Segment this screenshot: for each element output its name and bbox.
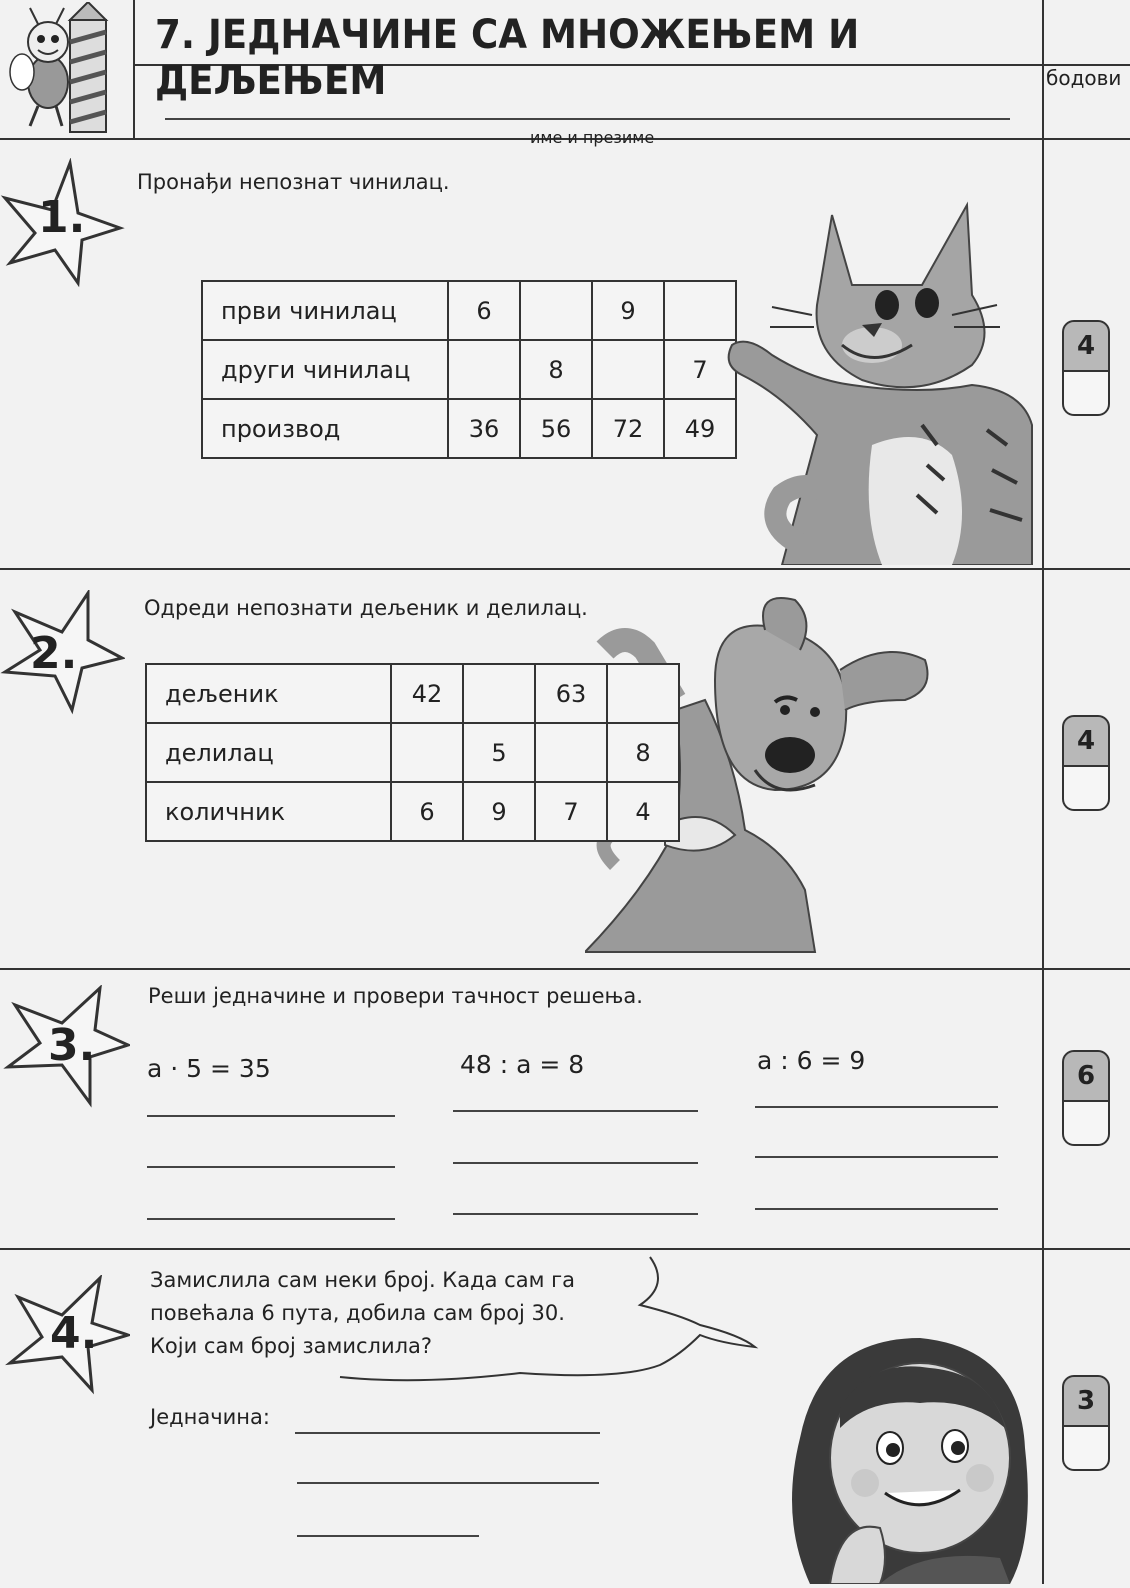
answer-line[interactable] bbox=[295, 1432, 600, 1434]
table-row bbox=[146, 664, 679, 723]
row-label: други чинилац bbox=[202, 340, 448, 399]
answer-line[interactable] bbox=[453, 1110, 698, 1112]
points-column-label: бодови bbox=[1046, 66, 1122, 90]
row-label: делилац bbox=[146, 723, 391, 782]
answer-line[interactable] bbox=[453, 1213, 698, 1215]
task-2-earned-points-field[interactable] bbox=[1062, 767, 1110, 811]
table-cell[interactable] bbox=[535, 723, 607, 782]
table-cell[interactable] bbox=[448, 340, 520, 399]
answer-line[interactable] bbox=[147, 1166, 395, 1168]
girl-illustration bbox=[770, 1318, 1040, 1584]
task-4-points-box bbox=[1062, 1375, 1110, 1471]
speech-line-1: Замислила сам неки број. Када сам га bbox=[150, 1268, 575, 1292]
table-cell[interactable]: 36 bbox=[448, 399, 520, 458]
table-cell[interactable]: 63 bbox=[535, 664, 607, 723]
table-cell[interactable]: 6 bbox=[448, 281, 520, 340]
answer-line[interactable] bbox=[755, 1208, 998, 1210]
speech-line-3: Који сам број замислила? bbox=[150, 1334, 433, 1358]
table-cell[interactable]: 56 bbox=[520, 399, 592, 458]
table-row bbox=[202, 340, 736, 399]
task-1-number: 1. bbox=[38, 192, 86, 243]
task-1-max-points: 4 bbox=[1062, 320, 1110, 372]
task-4-earned-points-field[interactable] bbox=[1062, 1427, 1110, 1471]
cat-illustration bbox=[722, 195, 1040, 565]
answer-line[interactable] bbox=[147, 1115, 395, 1117]
row-label: дељеник bbox=[146, 664, 391, 723]
table-cell[interactable]: 9 bbox=[592, 281, 664, 340]
task-4-number: 4. bbox=[50, 1308, 98, 1359]
table-cell[interactable]: 7 bbox=[535, 782, 607, 841]
table-cell[interactable] bbox=[463, 664, 535, 723]
name-field-caption: име и презиме bbox=[530, 128, 655, 147]
equation-1: a · 5 = 35 bbox=[147, 1054, 271, 1083]
task-1-table bbox=[201, 280, 737, 459]
table-cell[interactable] bbox=[520, 281, 592, 340]
task-3-earned-points-field[interactable] bbox=[1062, 1102, 1110, 1146]
table-cell[interactable]: 8 bbox=[520, 340, 592, 399]
task-3-max-points: 6 bbox=[1062, 1050, 1110, 1102]
mascot-bee-pencil bbox=[8, 2, 128, 134]
table-cell[interactable]: 49 bbox=[664, 399, 736, 458]
task-4-max-points: 3 bbox=[1062, 1375, 1110, 1427]
table-cell[interactable] bbox=[592, 340, 664, 399]
table-cell[interactable]: 4 bbox=[607, 782, 679, 841]
task-2-table bbox=[145, 663, 680, 842]
task-2-points-box bbox=[1062, 715, 1110, 811]
answer-line[interactable] bbox=[297, 1535, 479, 1537]
points-column-divider bbox=[1042, 0, 1044, 1584]
task-1-earned-points-field[interactable] bbox=[1062, 372, 1110, 416]
section-divider-3 bbox=[0, 1248, 1130, 1250]
task-2-number: 2. bbox=[30, 628, 78, 679]
page-title: 7. ЈЕДНАЧИНЕ СА МНОЖЕЊЕМ И ДЕЉЕЊЕМ bbox=[155, 12, 860, 104]
task-3-instruction: Реши једначине и провери тачност решења. bbox=[148, 984, 643, 1008]
task-2-instruction: Одреди непознати дељеник и делилац. bbox=[144, 596, 588, 620]
answer-line[interactable] bbox=[453, 1162, 698, 1164]
row-label: производ bbox=[202, 399, 448, 458]
table-cell[interactable]: 7 bbox=[664, 340, 736, 399]
table-row bbox=[146, 723, 679, 782]
answer-line[interactable] bbox=[755, 1106, 998, 1108]
equation-3: a : 6 = 9 bbox=[757, 1046, 866, 1075]
table-cell[interactable] bbox=[391, 723, 463, 782]
table-cell[interactable]: 5 bbox=[463, 723, 535, 782]
equation-label: Једначина: bbox=[150, 1405, 270, 1429]
name-field-line[interactable] bbox=[165, 118, 1010, 120]
table-cell[interactable]: 9 bbox=[463, 782, 535, 841]
table-row bbox=[146, 782, 679, 841]
table-cell[interactable] bbox=[607, 664, 679, 723]
speech-line-2: повећала 6 пута, добила сам број 30. bbox=[150, 1301, 565, 1325]
row-label: први чинилац bbox=[202, 281, 448, 340]
section-divider-2 bbox=[0, 968, 1130, 970]
task-1-points-box bbox=[1062, 320, 1110, 416]
task-3-number: 3. bbox=[48, 1020, 96, 1071]
table-cell[interactable]: 6 bbox=[391, 782, 463, 841]
task-2-max-points: 4 bbox=[1062, 715, 1110, 767]
task-3-points-box bbox=[1062, 1050, 1110, 1146]
task-1-instruction: Пронађи непознат чинилац. bbox=[137, 170, 450, 194]
answer-line[interactable] bbox=[755, 1156, 998, 1158]
table-row bbox=[202, 281, 736, 340]
table-cell[interactable]: 42 bbox=[391, 664, 463, 723]
answer-line[interactable] bbox=[297, 1482, 599, 1484]
section-divider-1 bbox=[0, 568, 1130, 570]
answer-line[interactable] bbox=[147, 1218, 395, 1220]
table-cell[interactable]: 8 bbox=[607, 723, 679, 782]
row-label: количник bbox=[146, 782, 391, 841]
table-row bbox=[202, 399, 736, 458]
table-cell[interactable]: 72 bbox=[592, 399, 664, 458]
equation-2: 48 : a = 8 bbox=[460, 1050, 585, 1079]
header-left-divider bbox=[133, 0, 135, 140]
